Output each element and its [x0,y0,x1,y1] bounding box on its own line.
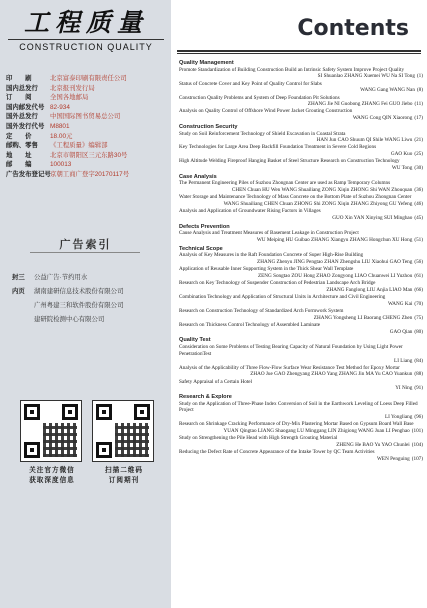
toc-entry[interactable] [179,344,423,364]
article-page: (80) [414,328,423,335]
article-byline [179,414,423,421]
publication-info [6,74,168,180]
toc-entry[interactable] [179,131,423,144]
ad-label: 封三 [12,274,25,281]
qr-code-icon [20,400,82,462]
toc-entry[interactable] [179,421,423,434]
info-value: 100013 [50,161,72,169]
page-number: 107 [413,455,422,462]
article-byline [179,456,423,463]
ad-index-list [12,271,170,327]
article-title[interactable]: Reducing the Defect Rate of Concrete Appearance of the Intake Tower by QC Team Activities [179,449,375,456]
qr-caption-line1: 扫描二维码 [105,467,143,474]
article-title[interactable]: Research on Thickness Control Technology of Assembled Laminate [179,322,321,329]
page-number: 88 [416,371,422,378]
article-authors: ZHENG He BAO Yu YAO Chunlei [336,441,410,448]
article-byline [179,151,423,158]
ad-index-title: 广告索引 [59,239,112,251]
info-value: 18.00元 [50,132,73,140]
page-number: 66 [416,287,422,293]
article-byline [179,287,423,294]
article-authors: ZHANG Zhenyu JING Pengtao ZHAN Zhengshu LIU Xiaohui GAO Teng [257,259,413,266]
article-authors: ZENG Songtao ZOU Hong ZHAO Zongyong LIAO Chuanwei LI Yuzhou [257,273,413,280]
page-number: 8 [418,87,422,94]
contents-panel [171,0,427,608]
article-authors: WANG Kai [387,300,413,307]
info-row [6,84,168,94]
article-byline [179,165,423,172]
page-number: 56 [416,259,422,266]
info-value: 北京富泰印刷有限责任公司 [50,75,127,82]
ad-label: 内页 [12,288,25,295]
article-byline [179,371,423,378]
info-value: 《工程质量》编辑部 [50,142,108,150]
article-byline [179,385,423,392]
article-title[interactable]: Cause Analysis and Treatment Measures of Basement Leakage in Construction Project [179,230,359,237]
toc-entry[interactable] [179,308,423,321]
section-heading: Construction Security [179,123,238,130]
ad-value: 建研院检测中心有限公司 [34,316,105,323]
article-page: (104) [411,441,423,448]
toc-entry[interactable] [179,294,423,307]
page-number: 84 [416,357,422,364]
page-number: 11 [416,101,422,108]
ad-row [12,299,170,313]
section-heading: Defects Prevention [179,223,230,230]
qr-caption-line1: 关注官方微信 [29,467,75,474]
article-title[interactable]: Water Storage and Maintenance Technology of Mass Concrete on the Bottom Plate of Suzhou Zhongnan Center [179,194,412,201]
article-page: (25) [414,151,423,158]
article-byline [179,115,423,122]
article-page: (70) [414,300,423,307]
info-row [6,170,168,180]
toc-entry[interactable] [179,230,423,243]
article-byline [179,259,423,266]
ad-value: 公益广告·节约用水 [34,274,88,281]
page-number: 25 [416,151,422,158]
table-of-contents [179,58,423,463]
left-sidebar [0,0,171,608]
article-page: (30) [414,165,423,172]
article-page: (91) [414,385,423,392]
ad-value: 广州粤建三和软件股份有限公司 [34,302,124,309]
info-row [6,141,168,151]
info-label: 国外发行代号 [6,122,45,130]
article-page: (51) [414,237,423,244]
article-page: (66) [414,287,423,293]
info-value: 82-934 [50,103,70,111]
article-authors: WANG Cong QIN Xiaorong [352,115,413,122]
contents-title: Contents [297,16,409,41]
article-authors: YUAN Qingtao LIANG Shaogang LU Minggang LIN Zhigiong WANG Juan LI Penghao [223,428,410,435]
page-number: 36 [416,187,422,194]
article-page: (21) [414,137,423,144]
info-row [6,151,168,161]
info-value: 全国各地邮局 [50,94,89,102]
info-row [6,93,168,103]
article-title[interactable]: Research on Construction Technology of Standardized Arch Formwork System [179,308,344,315]
article-title[interactable]: Construction Quality Problems and System of Deep Foundation Pit Solutions [179,94,340,101]
section-heading: Case Analysis [179,173,217,180]
article-title[interactable]: Combination Technology and Application of Structural Units in Architecture and Civil Engineering [179,294,386,301]
article-authors: YI Ning [395,385,413,392]
ad-row [12,271,170,285]
article-title[interactable]: High Altitude Welding Fireproof Hanging Basket of Steel Structure Research on Construction Technology [179,158,400,165]
ad-index-divider [30,252,140,253]
section-heading: Quality Test [179,337,211,344]
info-label: 国内总发行 [6,84,38,92]
article-title[interactable]: Study on Soil Reinforcement Technology of Shield Excavation in Coastal Strata [179,130,346,137]
article-page: (101) [411,428,423,435]
toc-entry[interactable] [179,379,423,392]
article-title[interactable]: Analysis on Quality Control of Offshore Wind Power Jacket Grouting Construction [179,108,353,115]
toc-entry[interactable] [179,280,423,293]
info-label: 地 址 [6,151,32,159]
article-title[interactable]: Research on Shrinkage Cracking Performance of Dry-Mix Plastering Mortar Based on Gypsum Board Wall Base [179,421,414,428]
info-label: 国外总发行 [6,113,38,121]
article-authors: LI Liang [394,357,413,364]
article-byline [179,187,423,194]
article-title[interactable]: Consideration on Some Problems of Testing Bearing Capacity of Natural Foundation by Using Light Power PenetrationTest [179,344,403,357]
article-title[interactable]: Safety Appraisal of a Certain Hotel [179,378,253,385]
article-page: (96) [414,414,423,421]
toc-entry[interactable] [179,208,423,221]
article-title[interactable]: Study on the Application of Three-Phase Index Conversion of Soil in the Earthwork Leveling of Loess Deep Filled Project [179,400,418,414]
info-value: 京朝工商广登字20170117号 [50,170,130,178]
article-page: (17) [414,115,423,122]
page-number: 17 [416,115,422,122]
article-title[interactable]: The Permanent Engineering Piles of Suzhou Zhongnan Center are used as Ramp Temporary Columns [179,180,391,187]
info-label: 订 阅 [6,94,32,102]
journal-logo [8,8,164,52]
title-rule [177,53,421,54]
page-number: 101 [413,428,422,435]
article-byline [179,101,423,108]
info-label: 广告发布登记号 [6,170,51,178]
article-page: (88) [414,371,423,378]
article-title[interactable]: Analysis and Application of Groundwater Rising Factors in Villages [179,208,321,215]
info-label: 定 价 [6,132,32,140]
ad-row [12,285,170,299]
info-value: 北京市朝阳区三元东路30号 [50,151,128,159]
article-page: (8) [416,87,423,94]
toc-entry[interactable] [179,81,423,94]
toc-entry[interactable] [179,108,423,121]
info-value: 中国国际图书贸易总公司 [50,113,121,121]
toc-entry[interactable] [179,144,423,157]
info-label: 邮购、零售 [6,142,38,150]
info-label: 邮 编 [6,161,32,169]
info-value: 北京报刊发行局 [50,84,95,92]
page-number: 70 [416,300,422,307]
article-authors: WANG Gang WANG Nan [360,87,415,94]
article-title[interactable]: Status of Concrete Cover and Key Point of Quality Control for Slabs [179,80,322,87]
article-byline [179,215,423,222]
page-number: 75 [416,314,422,321]
article-authors: GAO Kuo [390,151,413,158]
article-authors: GUO Xin YAN Xinying SUI Minghao [332,214,413,221]
toc-entry[interactable] [179,435,423,448]
toc-entry[interactable] [179,252,423,265]
info-label: 印 刷 [6,75,32,82]
article-byline [179,237,423,244]
section-heading: Technical Scope [179,245,223,252]
article-authors: SI Shuanlao ZHANG Xuemei WU Na SI Tong [317,73,415,80]
article-authors: ZHANG Fanglong LIU Anjia LIAO Man [326,287,413,293]
article-title[interactable]: Promote Standardization of Building Construction Build an Intrinsic Safety System Improve Project Quality [179,66,405,73]
article-byline [179,73,423,80]
toc-entry[interactable] [179,365,423,378]
article-page: (75) [414,314,423,321]
page-number: 80 [416,328,422,335]
article-title[interactable]: Research on Key Technology of Suspender Construction of Pedestrian Landscape Arch Bridge [179,280,376,287]
article-authors: CHEN Chuan HU Wen WANG Shuailiang ZONG Xiqin ZHONG Shi WAN Zhouquan [231,187,413,194]
page-number: 104 [413,441,422,448]
article-byline [179,442,423,449]
info-row [6,132,168,142]
article-byline [179,201,423,208]
article-byline [179,301,423,308]
qr-wechat [20,400,84,486]
article-byline [179,87,423,94]
article-byline [179,428,423,435]
article-authors: ZHAO Jue GAO Zhengyang ZHAO Yang ZHANG Jin MA Yu CAO Yuankun [250,371,413,378]
article-byline [179,358,423,365]
page-number: 46 [416,201,422,208]
article-title[interactable]: Key Technologies for Large Area Deep Backfill Foundation Treatment in Severe Cold Regions [179,144,377,151]
page-number: 91 [416,385,422,392]
qr-subscribe [92,400,156,486]
article-title[interactable]: Analysis of Key Measures in the Raft Foundation Concrete of Super High-Rise Building [179,252,364,259]
page-number: 96 [416,414,422,421]
article-page: (56) [414,259,423,266]
toc-entry[interactable] [179,194,423,207]
article-authors: LI Yongliang [384,414,413,421]
toc-entry[interactable] [179,322,423,335]
info-row [6,103,168,113]
article-page: (11) [414,101,423,108]
info-value: M8801 [50,122,70,130]
article-byline [179,315,423,322]
qr-code-icon [92,400,154,462]
article-page: (61) [414,273,423,280]
page-number: 45 [416,214,422,221]
section-heading: Quality Management [179,60,234,66]
article-authors: WANG Shuailiang CHEN Chuan ZHONG Shi ZONG Xiqin ZHANG Zhiyong GU Yefeng [223,201,413,208]
page-number: 30 [416,165,422,172]
article-authors: ZHANG Jie NI Guobong ZHANG Fei GUO Jiebo [307,101,413,108]
article-authors: ZHANG Yongsheng LI Baorang CHENG Zhen [313,314,413,321]
ad-value: 湖南建研信息技术股份有限公司 [34,288,124,295]
article-page: (45) [414,214,423,221]
article-title[interactable]: Analysis of the Applicability of Three Flow-Flow Surface Wear Resistance Test Method for Epoxy Mortar [179,364,400,371]
article-authors: WU Tong [391,165,413,172]
article-title[interactable]: Study on Strengthening the Pile Head with High Strength Grouting Material [179,435,338,442]
section-heading: Research & Explore [179,394,232,401]
article-byline [179,137,423,144]
info-row [6,122,168,132]
page-number: 51 [416,237,422,244]
toc-entry[interactable] [179,95,423,108]
article-title[interactable]: Application of Reusable Inner Supporting System in the Thick Shear Wall Template [179,266,354,273]
info-row [6,112,168,122]
info-row [6,160,168,170]
ad-row [12,313,170,327]
info-label: 国内邮发代号 [6,103,45,111]
article-byline [179,273,423,280]
toc-entry[interactable] [179,449,423,462]
info-row [6,74,168,84]
article-authors: WEN Penguing [377,455,410,462]
toc-entry[interactable] [179,67,423,80]
journal-logo-en: CONSTRUCTION QUALITY [8,39,164,52]
article-page: (107) [411,455,423,462]
article-page: (84) [414,357,423,364]
article-page: (46) [414,201,423,208]
article-authors: GAO Qian [389,328,413,335]
page-number: 1 [418,73,422,80]
article-page: (1) [416,73,423,80]
title-rule [177,50,421,52]
journal-logo-cn: 工程质量 [23,8,148,37]
toc-entry[interactable] [179,401,423,421]
article-authors: HAN Jun CAO Shuum QI Shile WANG Liwu [316,137,413,144]
toc-entry[interactable] [179,158,423,171]
article-byline [179,329,423,336]
qr-caption-line2: 订阅期刊 [108,477,140,484]
toc-entry[interactable] [179,180,423,193]
article-authors: WU Meiping HU Guibao ZHANG Xiangyu ZHANG Hongchun XU Hong [256,237,413,244]
article-page: (36) [414,187,423,194]
toc-entry[interactable] [179,266,423,279]
page-number: 21 [416,137,422,144]
qr-caption-line2: 获取深度信息 [29,477,75,484]
page-number: 61 [416,273,422,280]
